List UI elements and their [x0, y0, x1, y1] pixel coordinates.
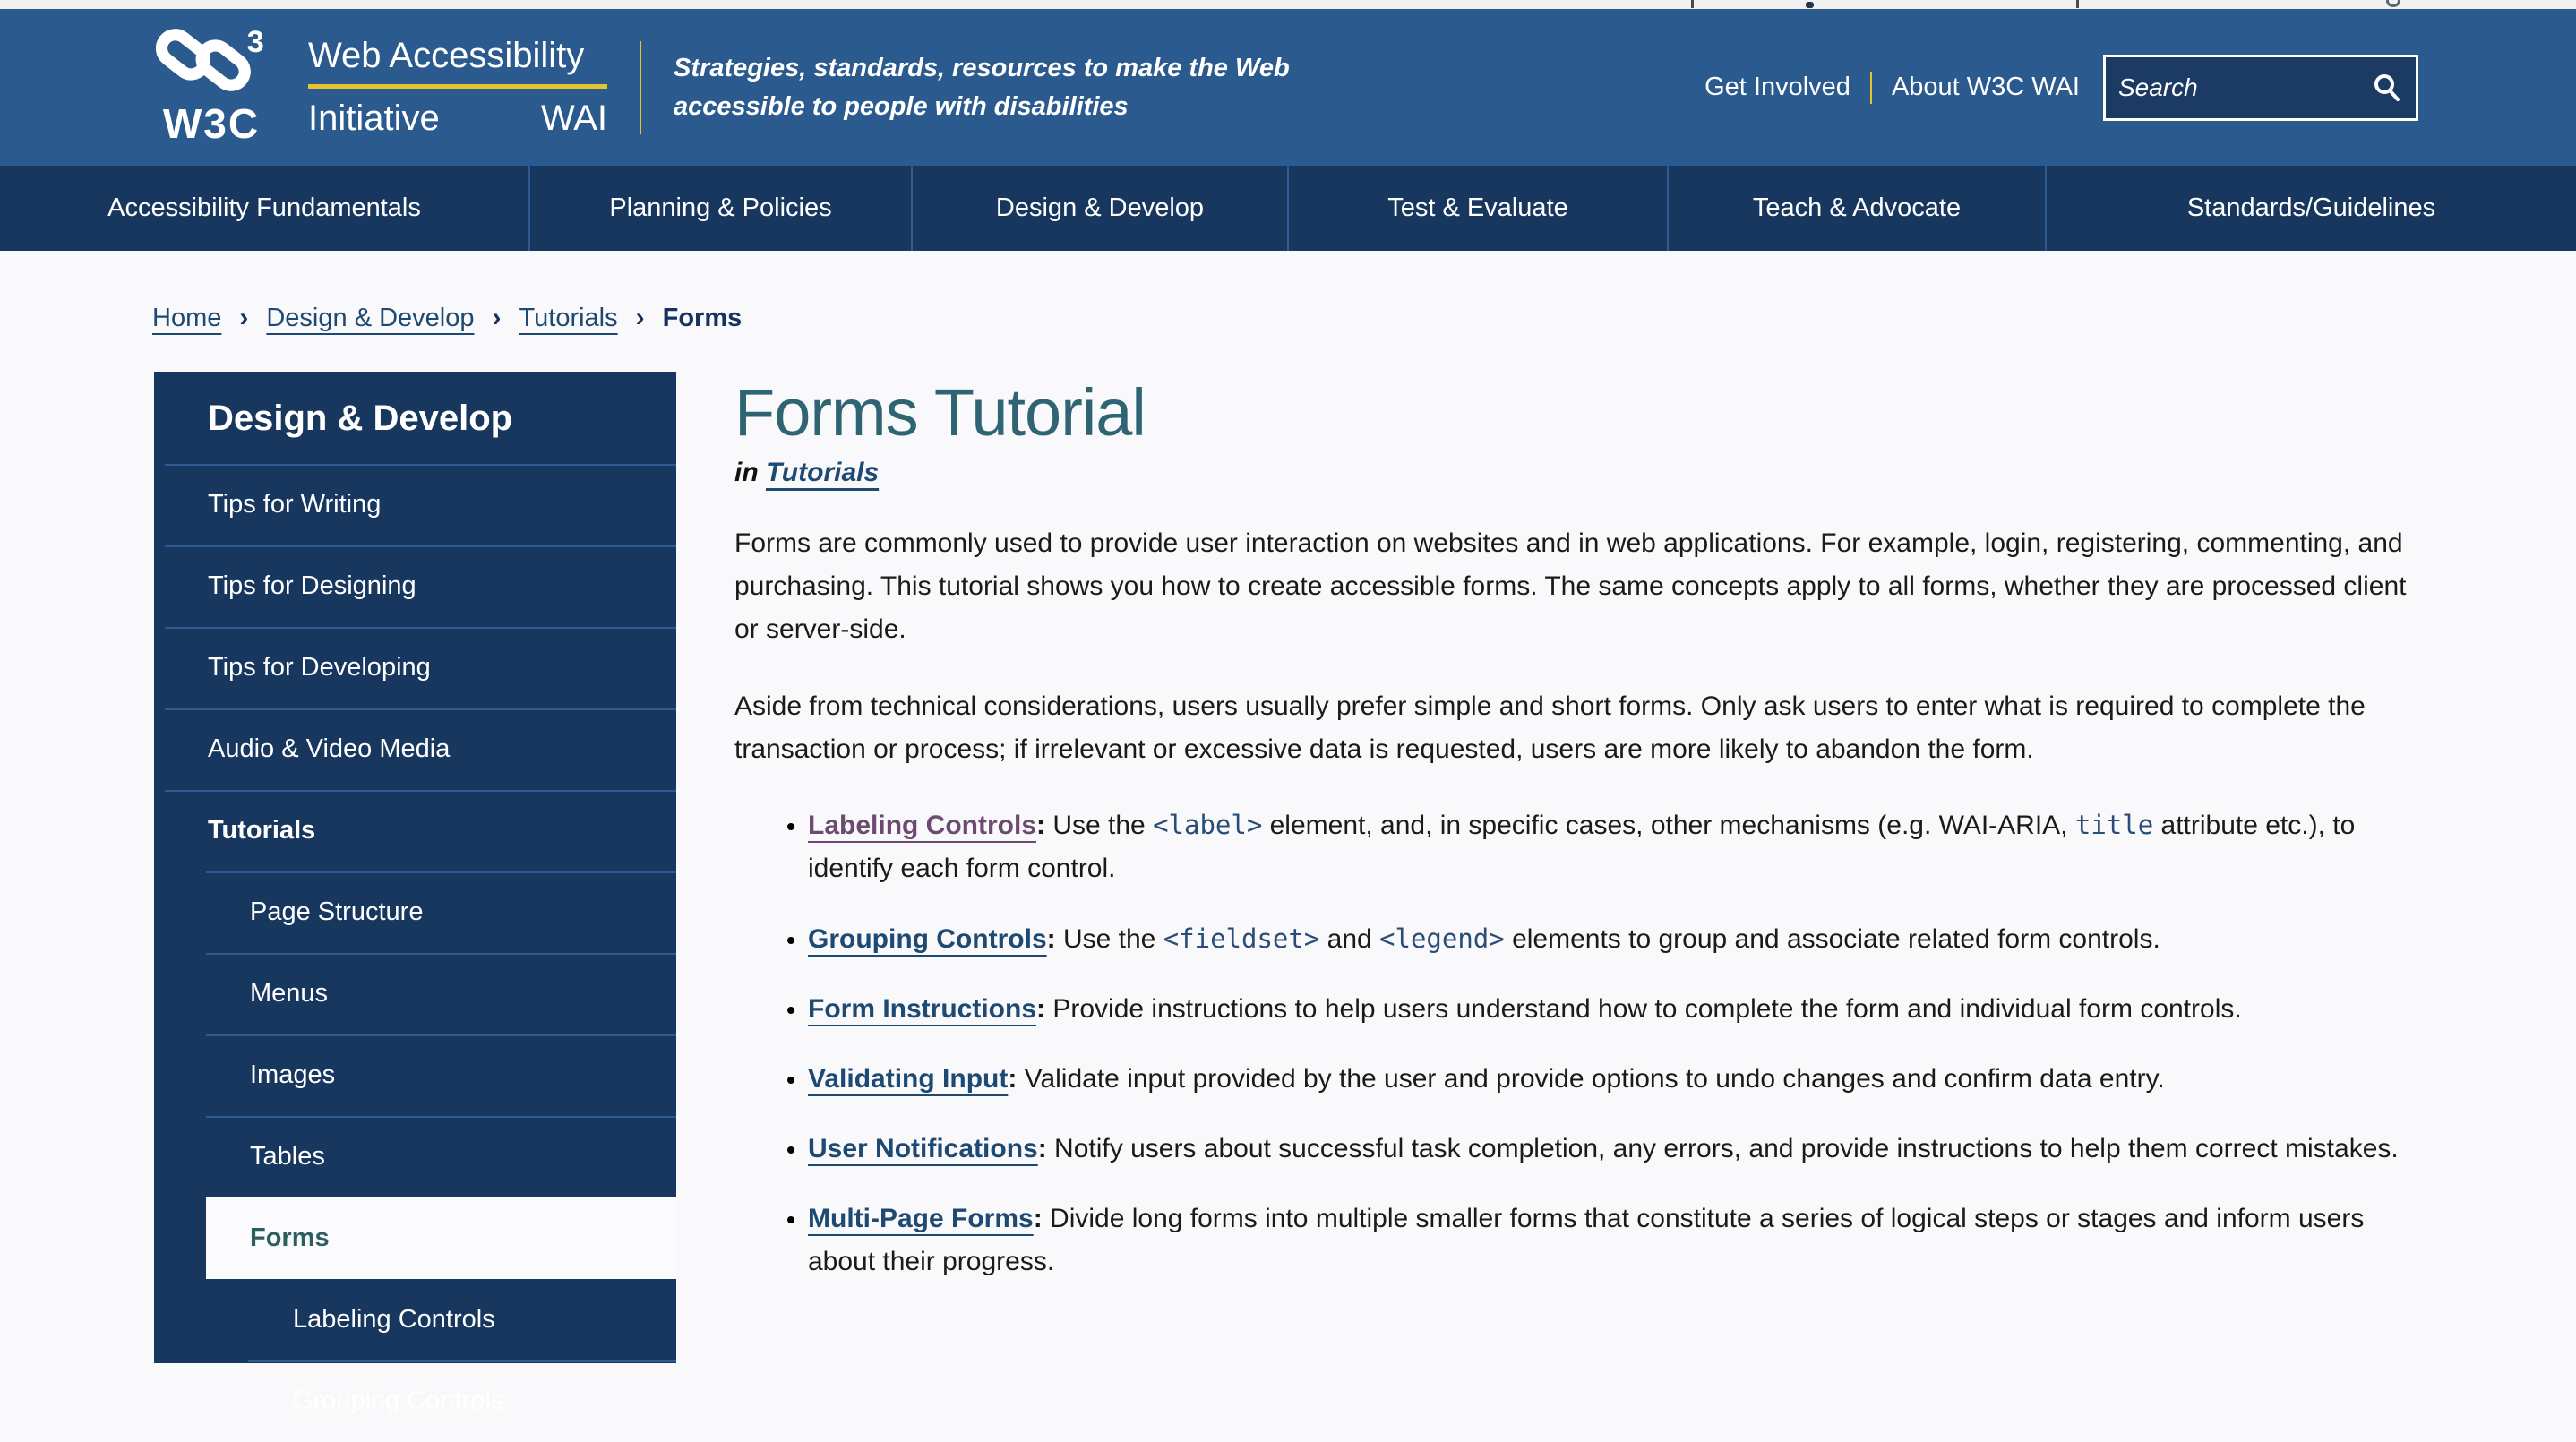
page-title: Forms Tutorial [734, 375, 1146, 450]
gold-rule [308, 84, 607, 89]
list-item-form-instructions: • Form Instructions: Provide instructions to help users understand how to complete the form and individual form controls. [808, 988, 2414, 1031]
nav-item-design-develop[interactable]: Design & Develop [911, 166, 1287, 251]
breadcrumb [152, 303, 742, 333]
site-title[interactable] [308, 36, 607, 139]
list-item-labeling-controls: • Labeling Controls: Use the <label> element, and, in specific cases, other mechanisms (e.g. WAI-ARIA, title attribute etc.), to identify each form control. [808, 803, 2414, 890]
grouping-controls-link[interactable]: Grouping Controls [808, 924, 1047, 954]
w3c-logo[interactable] [152, 24, 270, 148]
sidebar-item-tips-for-developing[interactable]: Tips for Developing [154, 627, 676, 708]
legend-code: <legend> [1379, 923, 1505, 954]
intro-paragraph-2: Aside from technical considerations, users usually prefer simple and short forms. Only ask users to enter what is required to complete the transaction or process; if irrelevant or excessive data is requested, users are more likely to abandon the form. [734, 691, 2366, 764]
sidebar-item-menus[interactable]: Menus [154, 953, 676, 1034]
gold-vertical-divider [640, 41, 641, 134]
list-item-validating-input: • Validating Input: Validate input provided by the user and provide options to undo changes and confirm data entry. [808, 1058, 2414, 1101]
w3c-logo-text: W3C [162, 99, 261, 147]
sidebar-item-tables[interactable]: Tables [154, 1116, 676, 1197]
subtitle [734, 458, 2414, 488]
sidebar-item-forms-active[interactable]: Forms [206, 1197, 676, 1279]
sidebar-heading[interactable]: Design & Develop [208, 399, 513, 438]
user-notifications-link[interactable]: User Notifications [808, 1134, 1038, 1163]
chevron-right-icon: › [635, 303, 645, 332]
sidebar-item-images[interactable]: Images [154, 1034, 676, 1116]
list-item-grouping-controls: • Grouping Controls: Use the <fieldset> and <legend> elements to group and associate related form controls. [808, 917, 2414, 961]
browser-ui-fragment [2386, 0, 2400, 7]
svg-text:3: 3 [246, 24, 264, 59]
gold-vertical-divider [1870, 72, 1872, 104]
sidebar-item-tips-for-writing[interactable]: Tips for Writing [154, 464, 676, 545]
validating-input-link[interactable]: Validating Input [808, 1064, 1009, 1094]
about-w3c-wai-link[interactable]: About W3C WAI [1891, 73, 2080, 101]
sidebar [154, 372, 676, 1415]
breadcrumb-home[interactable]: Home [152, 303, 222, 332]
browser-ui-fragment [1806, 2, 1814, 8]
list-item-multi-page-forms: • Multi-Page Forms: Divide long forms into multiple smaller forms that constitute a series of logical steps or stages and inform users about their progress. [808, 1197, 2414, 1283]
breadcrumb-current-forms: Forms [662, 303, 743, 332]
topic-list [734, 803, 2414, 1283]
search-input[interactable] [2117, 73, 2371, 103]
nav-item-standards-guidelines[interactable]: Standards/Guidelines [2045, 166, 2576, 251]
sidebar-item-tutorials[interactable]: Tutorials [154, 790, 676, 871]
nav-item-test-evaluate[interactable]: Test & Evaluate [1287, 166, 1667, 251]
browser-ui-strip [0, 0, 2576, 9]
sidebar-item-page-structure[interactable]: Page Structure [154, 871, 676, 953]
search-button[interactable] [2371, 72, 2403, 104]
list-item-user-notifications: • User Notifications: Notify users about successful task completion, any errors, and provide instructions to help them correct mistakes. [808, 1128, 2414, 1171]
chevron-right-icon: › [239, 303, 249, 332]
subtitle-tutorials-link[interactable]: Tutorials [766, 458, 880, 487]
sidebar-item-grouping-controls[interactable]: Grouping Controls [154, 1360, 676, 1442]
primary-nav [0, 166, 2576, 251]
form-instructions-link[interactable]: Form Instructions [808, 994, 1037, 1024]
label-code: <label> [1153, 810, 1263, 840]
fieldset-code: <fieldset> [1163, 923, 1320, 954]
site-header [0, 9, 2576, 166]
multi-page-forms-link[interactable]: Multi-Page Forms [808, 1204, 1034, 1233]
site-tagline: Strategies, standards, resources to make the Web accessible to people with disabilities [674, 53, 1290, 121]
intro-paragraph-1: Forms are commonly used to provide user interaction on websites and in web applications. For example, login, registering, commenting, and purchasing. This tutorial shows you how to create accessible forms. The same concepts apply to all forms, whether they are processed client or server-side. [734, 528, 2407, 644]
breadcrumb-tutorials[interactable]: Tutorials [519, 303, 618, 332]
w3c-logo-mark [152, 24, 270, 98]
sidebar-item-labeling-controls[interactable]: Labeling Controls [293, 1305, 495, 1334]
browser-ui-fragment [1691, 0, 1694, 8]
get-involved-link[interactable]: Get Involved [1704, 73, 1850, 101]
subtitle-prefix: in [734, 458, 759, 487]
labeling-controls-link[interactable]: Labeling Controls [808, 811, 1036, 840]
site-title-line1: Web Accessibility [308, 36, 585, 75]
chevron-right-icon: › [492, 303, 502, 332]
nav-item-accessibility-fundamentals[interactable]: Accessibility Fundamentals [107, 193, 421, 222]
nav-item-planning-policies[interactable]: Planning & Policies [528, 166, 911, 251]
title-code: title [2074, 810, 2154, 840]
main-content [734, 358, 2414, 1310]
breadcrumb-design-develop[interactable]: Design & Develop [266, 303, 475, 332]
site-title-acronym: WAI [540, 99, 607, 138]
nav-item-teach-advocate[interactable]: Teach & Advocate [1667, 166, 2045, 251]
browser-ui-fragment [2076, 0, 2079, 8]
sidebar-item-tips-for-designing[interactable]: Tips for Designing [154, 545, 676, 627]
site-title-line2: Initiative [308, 99, 440, 138]
sidebar-item-audio-video-media[interactable]: Audio & Video Media [154, 708, 676, 790]
search-box[interactable] [2103, 55, 2418, 121]
search-icon [2371, 72, 2403, 104]
